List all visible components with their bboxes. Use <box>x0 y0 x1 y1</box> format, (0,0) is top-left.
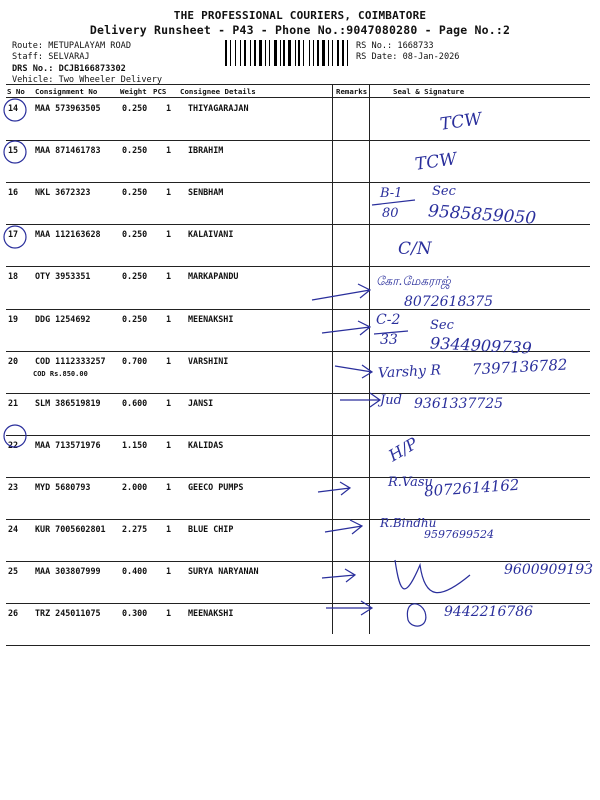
pcs-cell: 1 <box>166 229 172 240</box>
handwriting-r22: H/P <box>385 433 421 466</box>
weight-cell: 0.250 <box>122 313 148 324</box>
consignment-cell: NKL 3672323 <box>35 187 91 198</box>
handwriting-r21-phone: 9361337725 <box>414 396 504 412</box>
consignee-cell: MEENAKSHI <box>188 313 234 324</box>
handwriting-r14: TCW <box>438 109 484 135</box>
weight-cell: 0.250 <box>122 187 148 198</box>
col-pcs: PCS <box>153 87 167 96</box>
col-weight: Weight <box>120 87 147 96</box>
consignment-cell: MAA 112163628 <box>35 229 101 240</box>
sno-cell: 18 <box>8 271 19 282</box>
weight-cell: 0.250 <box>122 229 148 240</box>
consignment-cell: MAA 713571976 <box>35 439 101 450</box>
handwriting-r19-phone: 9344909739 <box>429 333 533 358</box>
consignee-cell: KALIDAS <box>188 439 224 450</box>
arrow-mark-25 <box>322 569 355 582</box>
handwriting-r18-phone: 8072618375 <box>404 294 494 310</box>
consignment-cell: OTY 3953351 <box>35 271 91 282</box>
signature-stroke-25 <box>395 560 470 593</box>
consignee-cell: GEECO PUMPS <box>188 481 244 492</box>
pcs-cell: 1 <box>166 397 172 408</box>
col-sno: S No <box>7 87 25 96</box>
consignment-cell: DDG 1254692 <box>35 313 91 324</box>
sno-cell: 22 <box>8 439 19 450</box>
drs-number: DRS No.: DCJB166873302 <box>12 64 126 74</box>
consignee-cell: BLUE CHIP <box>188 524 234 534</box>
consignee-cell: THIYAGARAJAN <box>188 103 249 113</box>
sno-cell: 20 <box>8 355 19 366</box>
consignee-cell: MEENAKSHI <box>188 608 234 619</box>
circle-mark-15 <box>4 141 26 163</box>
weight-cell: 1.150 <box>122 439 148 450</box>
weight-cell: 0.700 <box>122 355 148 366</box>
handwriting-r19-sec: Sec <box>430 318 454 333</box>
vehicle-label: Vehicle: Two Wheeler Delivery <box>12 75 163 85</box>
pcs-cell: 1 <box>166 608 172 619</box>
sno-cell: 14 <box>8 103 19 113</box>
pcs-cell: 1 <box>166 524 172 534</box>
rs-date: RS Date: 08-Jan-2026 <box>356 52 460 62</box>
pcs-cell: 1 <box>166 313 172 324</box>
weight-cell: 0.250 <box>122 271 148 282</box>
pcs-cell: 1 <box>166 271 172 282</box>
company-title: THE PROFESSIONAL COURIERS, COIMBATORE <box>173 9 427 22</box>
consignment-cell: MYD 5680793 <box>35 481 91 492</box>
route-label: Route: METUPALAYAM ROAD <box>12 41 131 51</box>
handwriting-r24-phone: 9597699524 <box>424 528 494 541</box>
cod-amount: COD Rs.850.00 <box>33 369 88 378</box>
weight-cell: 0.250 <box>122 103 148 113</box>
rs-number: RS No.: 1668733 <box>356 41 434 51</box>
circle-mark-17 <box>4 226 26 248</box>
staff-label: Staff: SELVARAJ <box>12 52 90 62</box>
handwriting-r25-phone: 9600909193 <box>504 562 594 578</box>
handwriting-r21-name: Jud <box>380 393 402 408</box>
sno-cell: 15 <box>8 145 19 156</box>
pcs-cell: 1 <box>166 187 172 198</box>
sno-cell: 19 <box>8 313 19 324</box>
consignment-cell: MAA 871461783 <box>35 145 101 156</box>
arrow-mark-18 <box>312 284 370 300</box>
weight-cell: 0.600 <box>122 397 148 408</box>
consignee-cell: MARKAPANDU <box>188 271 239 282</box>
arrow-mark-24 <box>325 520 362 534</box>
sno-cell: 25 <box>8 566 19 577</box>
arrow-mark-26 <box>326 601 372 615</box>
consignee-cell: SURYA NARYANAN <box>188 566 259 577</box>
pcs-cell: 1 <box>166 481 172 492</box>
sno-cell: 16 <box>8 187 19 198</box>
weight-cell: 2.275 <box>122 524 148 534</box>
sno-cell: 17 <box>8 229 19 240</box>
col-seal-signature: Seal & Signature <box>393 87 465 96</box>
arrow-mark-23 <box>318 482 350 495</box>
pcs-cell: 1 <box>166 439 172 450</box>
handwriting-r16-block: B-1 <box>380 186 403 201</box>
handwriting-r24-name: R.Bindhu <box>380 516 437 530</box>
col-remarks: Remarks <box>336 87 368 96</box>
consignee-cell: JANSI <box>188 397 214 408</box>
handwriting-r19-block: C-2 <box>376 312 401 328</box>
weight-cell: 0.300 <box>122 608 148 619</box>
handwriting-r17: C/N <box>398 239 432 259</box>
signature-stroke-26 <box>407 604 426 626</box>
handwriting-r26-phone: 9442216786 <box>444 604 534 620</box>
handwriting-r15: TCW <box>413 149 459 175</box>
col-consignee: Consignee Details <box>180 87 256 96</box>
handwriting-r20-phone: 7397136782 <box>471 355 568 379</box>
sno-cell: 21 <box>8 397 19 408</box>
consignment-cell: MAA 303807999 <box>35 566 101 577</box>
sno-cell: 23 <box>8 481 19 492</box>
consignment-cell: COD 1112333257 <box>35 355 106 366</box>
handwriting-r19-door: 33 <box>380 332 398 348</box>
sno-cell: 24 <box>8 524 19 534</box>
col-consignment: Consignment No <box>35 87 98 96</box>
sno-cell: 26 <box>8 608 19 619</box>
consignee-cell: SENBHAM <box>188 187 224 198</box>
handwriting-r23-name: R.Vasu <box>388 475 433 490</box>
handwriting-r16-door: 80 <box>382 206 399 221</box>
pcs-cell: 1 <box>166 355 172 366</box>
handwriting-r20-name: Varshy R <box>377 362 442 382</box>
consignment-cell: MAA 573963505 <box>35 103 101 113</box>
consignee-cell: IBRAHIM <box>188 145 224 156</box>
arrow-mark-20 <box>335 365 372 378</box>
consignee-cell: KALAIVANI <box>188 229 234 240</box>
arrow-mark-21 <box>340 393 380 407</box>
pcs-cell: 1 <box>166 103 172 113</box>
pcs-cell: 1 <box>166 145 172 156</box>
consignment-cell: KUR 7005602801 <box>35 524 106 534</box>
handwriting-r18-name: கோ.மேகராஜ் <box>376 274 451 288</box>
consignee-cell: VARSHINI <box>188 355 229 366</box>
arrow-mark-19 <box>322 321 370 335</box>
consignment-cell: TRZ 245011075 <box>35 608 101 619</box>
handwriting-r16-phone: 9585859050 <box>427 201 537 229</box>
weight-cell: 0.250 <box>122 145 148 156</box>
circle-mark-22 <box>4 425 26 447</box>
runsheet-title: Delivery Runsheet - P43 - Phone No.:9047080280 - Page No.:2 <box>89 23 511 37</box>
pcs-cell: 1 <box>166 566 172 577</box>
handwriting-r23-phone: 8072614162 <box>423 475 520 501</box>
circle-mark-14 <box>4 99 26 121</box>
weight-cell: 2.000 <box>122 481 148 492</box>
consignment-cell: SLM 386519819 <box>35 397 101 408</box>
weight-cell: 0.400 <box>122 566 148 577</box>
handwriting-r16-sec: Sec <box>432 184 456 199</box>
